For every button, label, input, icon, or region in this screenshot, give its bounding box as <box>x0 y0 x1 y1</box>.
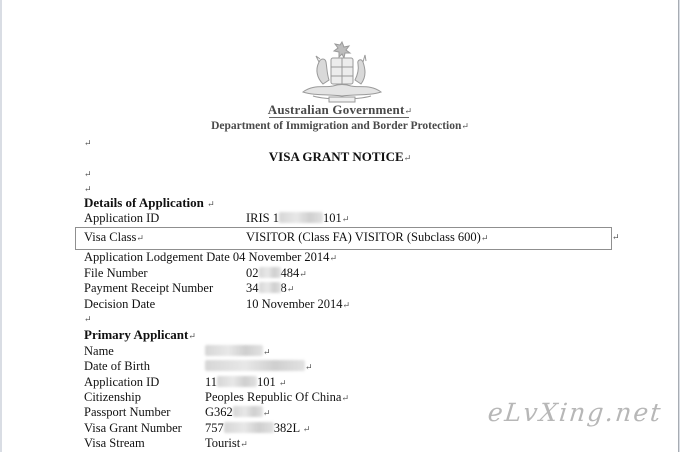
paragraph-mark: ↵ <box>84 138 92 148</box>
redacted-block <box>259 267 281 278</box>
visa-class-box <box>75 227 612 250</box>
redacted-block <box>205 360 305 371</box>
redacted-block <box>259 282 281 293</box>
redacted-block <box>233 406 263 417</box>
paragraph-mark: ↵ <box>612 232 620 242</box>
redacted-block <box>224 422 274 433</box>
notice-title: VISA GRANT NOTICE↵ <box>268 149 412 164</box>
paragraph-mark: ↵ <box>84 169 92 179</box>
watermark: eLvXing.net <box>486 398 664 427</box>
redacted-block <box>279 212 323 223</box>
department-name: Department of Immigration and Border Protection↵ <box>211 120 469 132</box>
redacted-block <box>217 376 257 387</box>
coat-of-arms-emblem <box>293 40 391 104</box>
document-page: Australian Government↵ Department of Immigration and Border Protection↵ ↵ VISA GRANT NOTICE↵ ↵ ↵ Details of Application ↵ Application ID IRIS 1 101↵ Visa Class↵ VISITOR (Class FA) VISITOR (Subclass 600)↵ ↵ Application Lodgement Date 04 November 2014↵ File Number 02 484↵ Payment Receipt Number 34 8↵ Decision Date 10 November 2014↵ ↵ Primary Applicant↵ Name ↵ Date of Birth ↵ Application ID 11 101 ↵ Citizenship Peoples Republic Of China↵ Passport Number G362 ↵ Visa Grant Number 757 382L ↵ Visa Stream Tourist↵ eLvXing.net <box>2 0 679 452</box>
primary-applicant-heading: Primary Applicant↵ <box>84 327 196 342</box>
visa-class-label: Visa Class↵ <box>84 230 144 244</box>
government-name: Australian Government↵ <box>267 102 413 117</box>
paragraph-mark: ↵ <box>84 314 92 324</box>
redacted-block <box>205 345 263 356</box>
divider-line <box>269 117 409 118</box>
paragraph-mark: ↵ <box>84 184 92 194</box>
application-details-heading: Details of Application ↵ <box>84 195 215 210</box>
visa-class-value: VISITOR (Class FA) VISITOR (Subclass 600)↵ <box>246 230 489 244</box>
